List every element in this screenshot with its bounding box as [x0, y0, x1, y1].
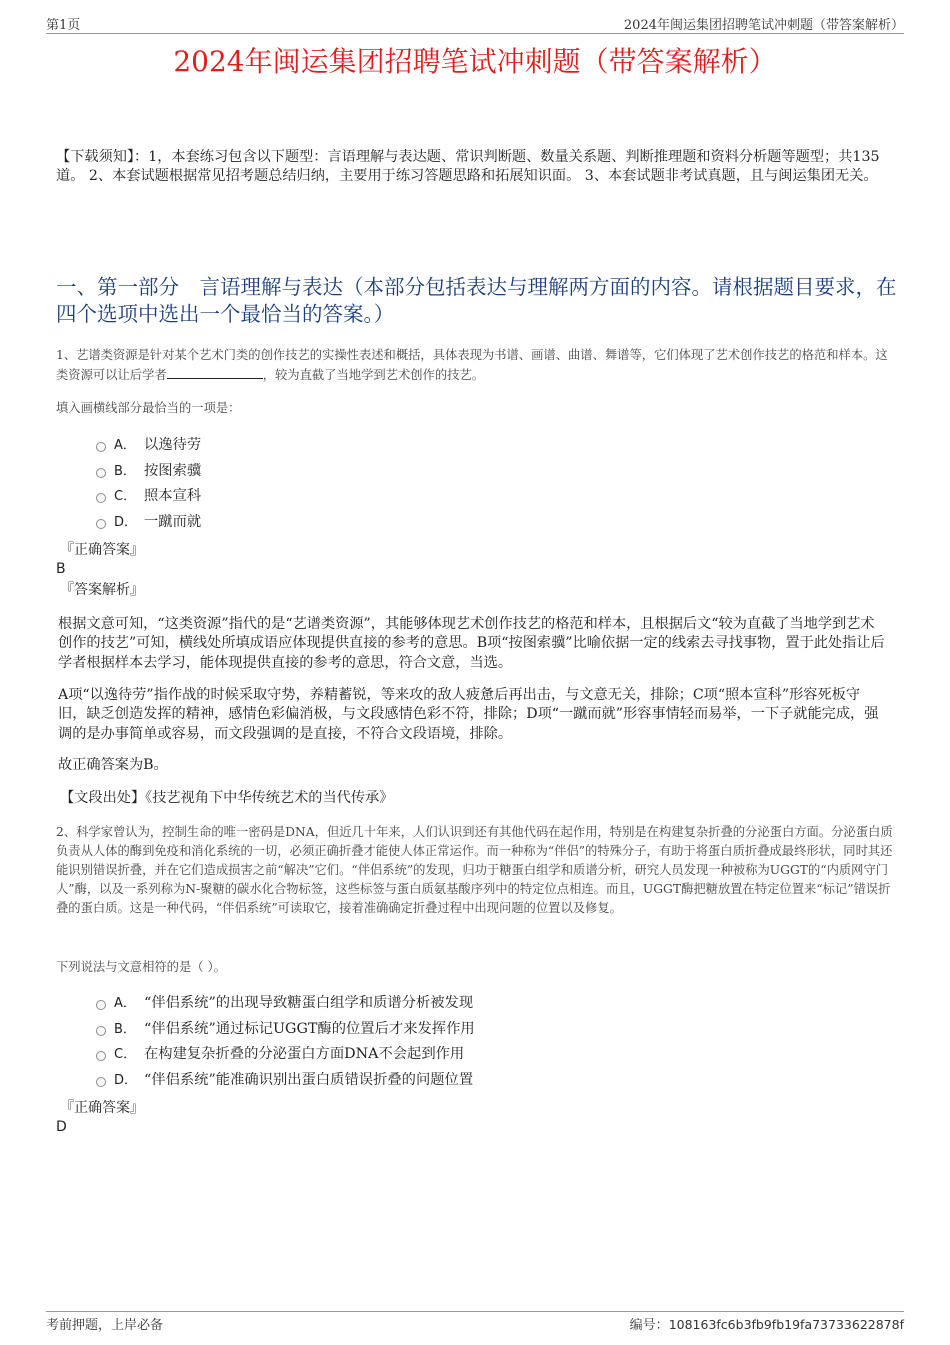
option-text: 以逸待劳	[144, 437, 202, 453]
question-1-text-after: ，较为直截了当地学到艺术创作的技艺。	[262, 368, 485, 382]
option-letter: C．	[114, 1047, 137, 1063]
question-2-text: 2、科学家曾认为，控制生命的唯一密码是DNA，但近几十年来，人们认识到还有其他代码在起作用，特别是在构建复杂折叠的分泌蛋白方面。分泌蛋白质负责从人体的酶到免疫和消化系统的一切，必须正确折叠才能使人体正常运作。而一种称为“伴侣”的特殊分子，有助于将蛋白质折叠成最终形状，同时其还能识别错误折叠，并在它们造成损害之前“解决”它们。“伴侣系统”的发现，归功于糖蛋白组学和质谱分析，研究人员发现一种被称为UGGT的“内质网守门人”酶，以及一系列称为N-聚糖的碳水化合物标签，这些标签与蛋白质氨基酸序列中的特定位点相连。而且，UGGT酶把糖放置在特定位置来“标记”错误折叠的蛋白质。这是一种代码，“伴侣系统”可读取它，接着准确确定折叠过程中出现问题的位置以及修复。	[56, 825, 893, 915]
header-doc-title: 2024年闽运集团招聘笔试冲刺题（带答案解析）	[623, 18, 904, 33]
analysis-paragraph: A项“以逸待劳”指作战的时候采取守势，养精蓄锐，等来攻的敌人疲惫后再出击，与文意无关，排除；C项“照本宣科”形容死板守旧，缺乏创造发挥的精神，感情色彩偏消极，与文段感情色彩不符，排除；D项“一蹴而就”形容事情轻而易举，一下子就能完成，强调的是办事简单或容易，而文段强调的是直接，不符合文段语境，排除。	[58, 687, 879, 742]
option-text: 按图索骥	[144, 462, 202, 479]
radio-icon[interactable]	[96, 519, 106, 529]
option-text: “伴侣系统”的出现导致糖蛋白组学和质谱分析被发现	[144, 995, 474, 1011]
option-text: 照本宣科	[144, 488, 202, 505]
option-letter: D．	[114, 514, 138, 530]
question-1-prompt: 填入画横线部分最恰当的一项是：	[56, 401, 241, 415]
question-2-option-a[interactable]	[96, 991, 876, 1017]
question-1-answer: B	[56, 561, 66, 577]
question-2-prompt: 下列说法与文意相符的是（ ）。	[56, 960, 226, 974]
footer-divider	[46, 1311, 904, 1312]
question-1-blank	[167, 365, 263, 379]
option-letter: A．	[114, 996, 136, 1011]
question-1-answer-label: 『正确答案』	[60, 542, 144, 558]
question-2-option-d[interactable]	[96, 1068, 876, 1094]
question-1-option-b[interactable]	[96, 459, 876, 485]
analysis-paragraph: 根据文意可知，“这类资源”指代的是“艺谱类资源”，其能够体现艺术创作技艺的格范和样本，且根据后文“较为直截了当地学到艺术创作的技艺”可知，横线处所填成语应体现提供直接的参考的意思。B项“按图索骥”比喻依据一定的线索去寻找事物，置于此处指让后学者根据样本去学习，能体现提供直接的参考的意思，符合文意，当选。	[58, 616, 885, 671]
radio-icon[interactable]	[96, 1077, 106, 1087]
option-text: 一蹴而就	[144, 513, 202, 530]
radio-icon[interactable]	[96, 1000, 106, 1010]
question-1-text	[56, 346, 898, 385]
download-notice: 【下载须知】：1，本套练习包含以下题型：言语理解与表达题、常识判断题、数量关系题、判断推理题和资料分析题等题型；共135道。 2、本套试题根据常见招考题总结归纳，主要用于练习答题思路和拓展知识面。 3、本套试题非考试真题，且与闽运集团无关。	[56, 149, 880, 184]
option-text: “伴侣系统”通过标记UGGT酶的位置后才来发挥作用	[144, 1020, 475, 1037]
radio-icon[interactable]	[96, 468, 106, 478]
option-text: “伴侣系统”能准确识别出蛋白质错误折叠的问题位置	[144, 1071, 474, 1088]
radio-icon[interactable]	[96, 1051, 106, 1061]
question-1-options	[96, 433, 876, 535]
page-title: 2024年闽运集团招聘笔试冲刺题（带答案解析）	[173, 45, 777, 78]
footer-slogan: 考前押题，上岸必备	[46, 1318, 164, 1333]
question-1-option-c[interactable]	[96, 484, 876, 510]
question-2-option-c[interactable]	[96, 1042, 876, 1068]
question-1-option-a[interactable]	[96, 433, 876, 459]
analysis-conclusion: 故正确答案为B。	[58, 757, 168, 773]
footer-code-value: 108163fc6b3fb9fb19fa73733622878f	[668, 1317, 904, 1332]
passage-source: 【文段出处】《技艺视角下中华传统艺术的当代传承》	[60, 790, 394, 806]
option-letter: B．	[114, 463, 136, 479]
question-2-answer-label: 『正确答案』	[60, 1100, 144, 1116]
radio-icon[interactable]	[96, 442, 106, 452]
question-2-options	[96, 991, 876, 1093]
question-1-text-before: 1、艺谱类资源是针对某个艺术门类的创作技艺的实操性表述和概括，具体表现为书谱、画谱、曲谱、舞谱等，它们体现了艺术创作技艺的格范和样本。这类资源可以让后学者	[56, 348, 888, 382]
section-heading: 一、第一部分 言语理解与表达（本部分包括表达与理解两方面的内容。请根据题目要求，在四个选项中选出一个最恰当的答案。）	[56, 275, 897, 326]
question-1-analysis-label: 『答案解析』	[60, 582, 144, 598]
option-letter: C．	[114, 489, 137, 505]
footer-code	[630, 1314, 904, 1333]
radio-icon[interactable]	[96, 1026, 106, 1036]
header-divider	[46, 33, 904, 34]
question-1-option-d[interactable]	[96, 510, 876, 536]
radio-icon[interactable]	[96, 493, 106, 503]
question-2-option-b[interactable]	[96, 1017, 876, 1043]
footer-code-label: 编号：	[629, 1318, 669, 1333]
option-text: 在构建复杂折叠的分泌蛋白方面DNA不会起到作用	[144, 1046, 465, 1063]
option-letter: D．	[114, 1072, 138, 1088]
option-letter: B．	[114, 1021, 136, 1037]
question-2-answer: D	[56, 1119, 67, 1135]
option-letter: A．	[114, 438, 136, 453]
header-page-label: 第1页	[46, 18, 81, 33]
